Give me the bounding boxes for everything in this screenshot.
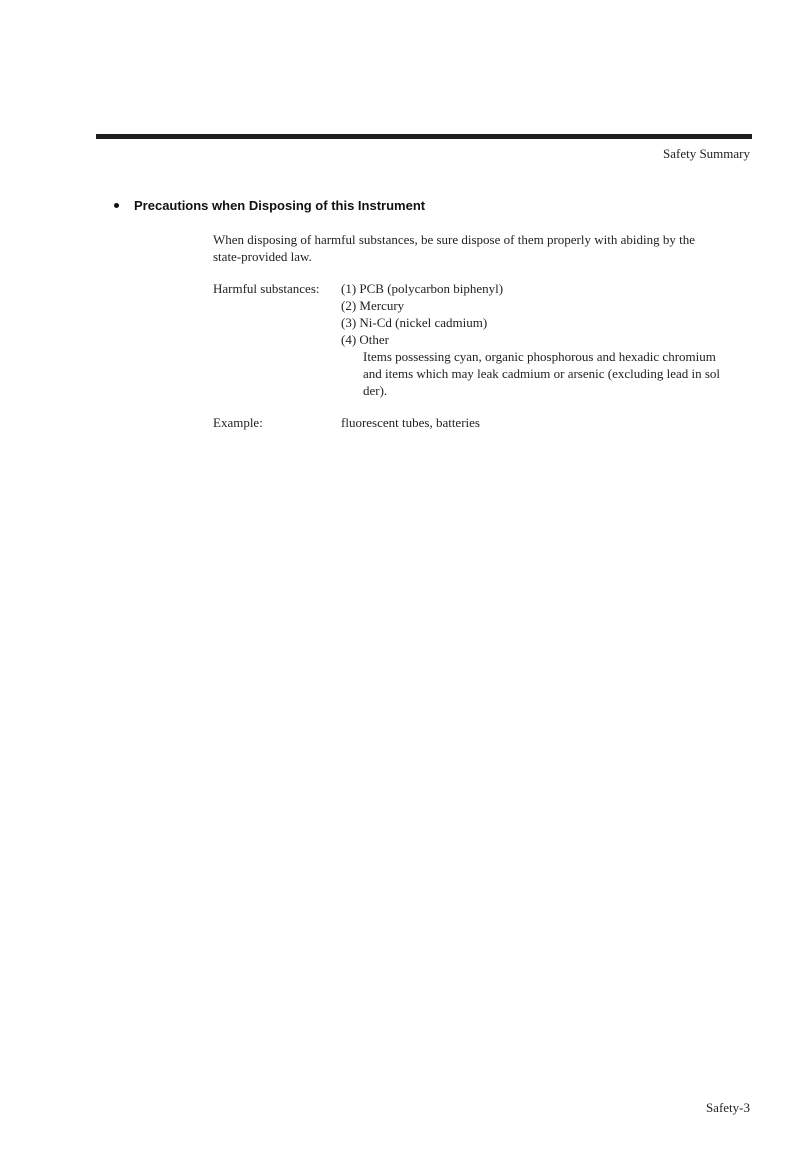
list-item: (4) Other — [341, 332, 390, 347]
list-item: (1) PCB (polycarbon biphenyl) — [341, 281, 504, 296]
other-description-line: der). — [363, 383, 388, 398]
list-item: (2) Mercury — [341, 298, 405, 313]
section-heading — [114, 198, 425, 213]
list-item: (3) Ni-Cd (nickel cadmium) — [341, 315, 488, 330]
running-header: Safety Summary — [662, 146, 750, 161]
header-rule — [96, 134, 752, 139]
intro-line: When disposing of harmful substances, be sure dispose of them properly with abiding by the — [213, 232, 695, 247]
page-number: Safety-3 — [705, 1100, 750, 1115]
example-label: Example: — [213, 415, 263, 430]
bullet-icon — [114, 203, 119, 208]
harmful-substances-label: Harmful substances: — [213, 281, 320, 296]
harmful-substances-list — [341, 280, 751, 399]
intro-line: state-provided law. — [213, 249, 312, 264]
example-value: fluorescent tubes, batteries — [341, 415, 480, 430]
section-heading-text: Precautions when Disposing of this Instrument — [134, 198, 426, 213]
intro-paragraph — [213, 231, 750, 265]
other-description-line: and items which may leak cadmium or arsenic (excluding lead in sol — [363, 366, 721, 381]
other-description-line: Items possessing cyan, organic phosphorous and hexadic chromium — [363, 349, 716, 364]
